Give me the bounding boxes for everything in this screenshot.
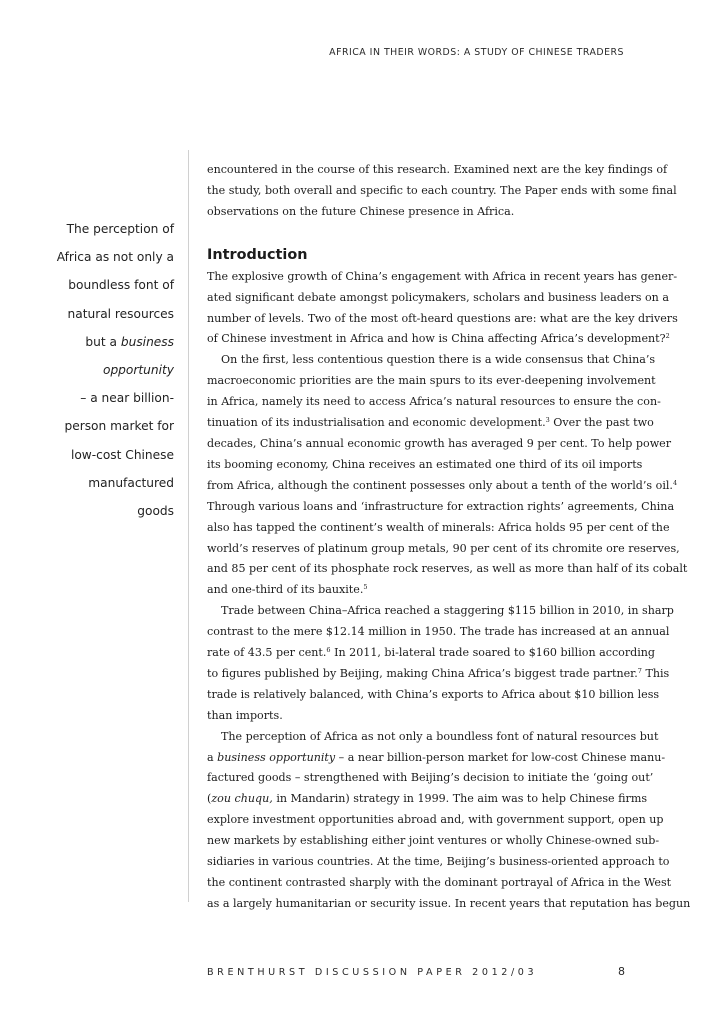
text-line: decades, China’s annual economic growth has averaged 9 per cent. To help power — [207, 436, 672, 450]
text-line: number of levels. Two of the most oft-heard questions are: what are the key drivers — [207, 311, 678, 325]
pull-quote-line: The perception of — [66, 222, 174, 236]
text-line — [207, 789, 648, 810]
pull-quote-line: low-cost Chinese — [70, 447, 174, 462]
text-line: than imports. — [207, 708, 283, 722]
footnote-marker: 6 — [326, 646, 331, 655]
pull-quote-line: natural resources — [67, 306, 174, 321]
text-line: ated significant debate amongst policymakers, scholars and business leaders on a — [207, 290, 669, 304]
text-line — [207, 329, 670, 350]
pull-quote-emphasis: opportunity — [102, 363, 174, 378]
text-segment: to figures published by Beijing, making China Africa’s biggest trade partner. — [207, 666, 638, 680]
text-line: The perception of Africa as not only a boundless font of natural resources but — [221, 729, 659, 743]
text-segment: in Mandarin) strategy in 1999. The aim was to help Chinese firms — [272, 792, 648, 806]
text-segment: tinuation of its industrialisation and economic development. — [207, 416, 546, 430]
text-line: in Africa, namely its need to access Africa’s natural resources to ensure the con- — [207, 395, 661, 409]
text-line: Trade between China–Africa reached a staggering $115 billion in 2010, in sharp — [221, 604, 674, 618]
footer-series-title: BRENTHURST DISCUSSION PAPER 2012/03 — [207, 967, 538, 978]
column-divider — [188, 150, 189, 902]
text-line — [207, 664, 670, 685]
text-line: explore investment opportunities abroad and, with government support, open up — [207, 813, 664, 827]
pull-quote-line: manufactured — [88, 475, 174, 490]
footnote-marker: 4 — [672, 478, 678, 487]
text-line: also has tapped the continent’s wealth of minerals: Africa holds 95 per cent of the — [207, 520, 670, 534]
footnote-marker: 5 — [363, 583, 368, 592]
text-line: observations on the future Chinese presence in Africa. — [207, 204, 515, 218]
pull-quote — [4, 215, 174, 525]
pull-quote-line: person market for — [64, 419, 174, 434]
footnote-marker: 7 — [637, 666, 642, 675]
text-line: The explosive growth of China’s engagement with Africa in recent years has gener- — [207, 269, 678, 283]
text-segment: and one-third of its bauxite. — [207, 583, 364, 597]
text-line: factured goods – strengthened with Beijing’s decision to initiate the ‘going out’ — [207, 771, 654, 785]
footnote-marker: 3 — [545, 416, 550, 425]
pull-quote-line — [4, 356, 174, 384]
pull-quote-emphasis: business — [120, 334, 174, 349]
text-line: macroeconomic priorities are the main spurs to its ever-deepening involvement — [207, 374, 656, 388]
text-line: On the first, less contentious question there is a wide consensus that China’s — [221, 353, 656, 367]
section-heading: Introduction — [207, 246, 308, 263]
text-segment: from Africa, although the continent possesses only about a tenth of the world’s oil. — [207, 478, 673, 492]
page-number: 8 — [618, 965, 625, 978]
text-segment: a — [207, 750, 218, 764]
text-line: world’s reserves of platinum group metals, 90 per cent of its chromite ore reserves, — [207, 541, 680, 555]
text-line: trade is relatively balanced, with China’s exports to Africa about $10 billion less — [207, 687, 660, 701]
text-segment: In 2011, bi-lateral trade soared to $160 billion according — [330, 646, 656, 660]
text-line — [207, 643, 656, 664]
main-text — [207, 160, 691, 915]
text-line: contrast to the mere $12.14 million in 1950. The trade has increased at an annual — [207, 625, 670, 639]
pull-quote-line — [4, 328, 174, 356]
text-line: the continent contrasted sharply with the dominant portrayal of Africa in the West — [207, 876, 672, 889]
emphasis: zou chuqu, — [211, 792, 273, 806]
paragraph-gap — [207, 223, 626, 243]
text-line: the study, both overall and specific to each country. The Paper ends with some final — [207, 183, 677, 197]
text-segment: Over the past two — [549, 416, 654, 430]
text-line — [207, 413, 654, 434]
text-line: and 85 per cent of its phosphate rock reserves, as well as more than half of its cobalt — [207, 562, 688, 576]
pull-quote-line: – a near billion- — [80, 391, 174, 406]
text-segment: rate of 43.5 per cent. — [207, 646, 327, 660]
text-segment: ( — [207, 792, 212, 806]
text-line — [207, 476, 678, 497]
text-segment: of Chinese investment in Africa and how is China affecting Africa’s development? — [207, 332, 666, 346]
text-line: new markets by establishing either joint ventures or wholly Chinese-owned sub- — [207, 834, 660, 848]
text-segment: – a near billion-person market for low-cost Chinese manu- — [335, 750, 666, 764]
footnote-marker: 2 — [665, 332, 670, 341]
pull-quote-text: but a — [85, 334, 117, 349]
text-line: encountered in the course of this research. Examined next are the key findings of — [207, 163, 668, 176]
pull-quote-line: goods — [137, 504, 174, 519]
text-line: its booming economy, China receives an estimated one third of its oil imports — [207, 457, 643, 471]
text-line — [207, 580, 626, 601]
text-line: sidiaries in various countries. At the time, Beijing’s business-oriented approach to — [207, 855, 670, 869]
text-segment: This — [641, 666, 670, 680]
text-line: Through various loans and ‘infrastructure for extraction rights’ agreements, China — [207, 499, 675, 513]
running-header: AFRICA IN THEIR WORDS: A STUDY OF CHINESE TRADERS — [329, 47, 624, 58]
pull-quote-line: boundless font of — [68, 278, 174, 293]
text-line: as a largely humanitarian or security issue. In recent years that reputation has begun — [207, 896, 691, 910]
pull-quote-line: Africa as not only a — [56, 250, 174, 265]
emphasis: business opportunity — [217, 750, 336, 764]
text-line — [207, 748, 666, 769]
